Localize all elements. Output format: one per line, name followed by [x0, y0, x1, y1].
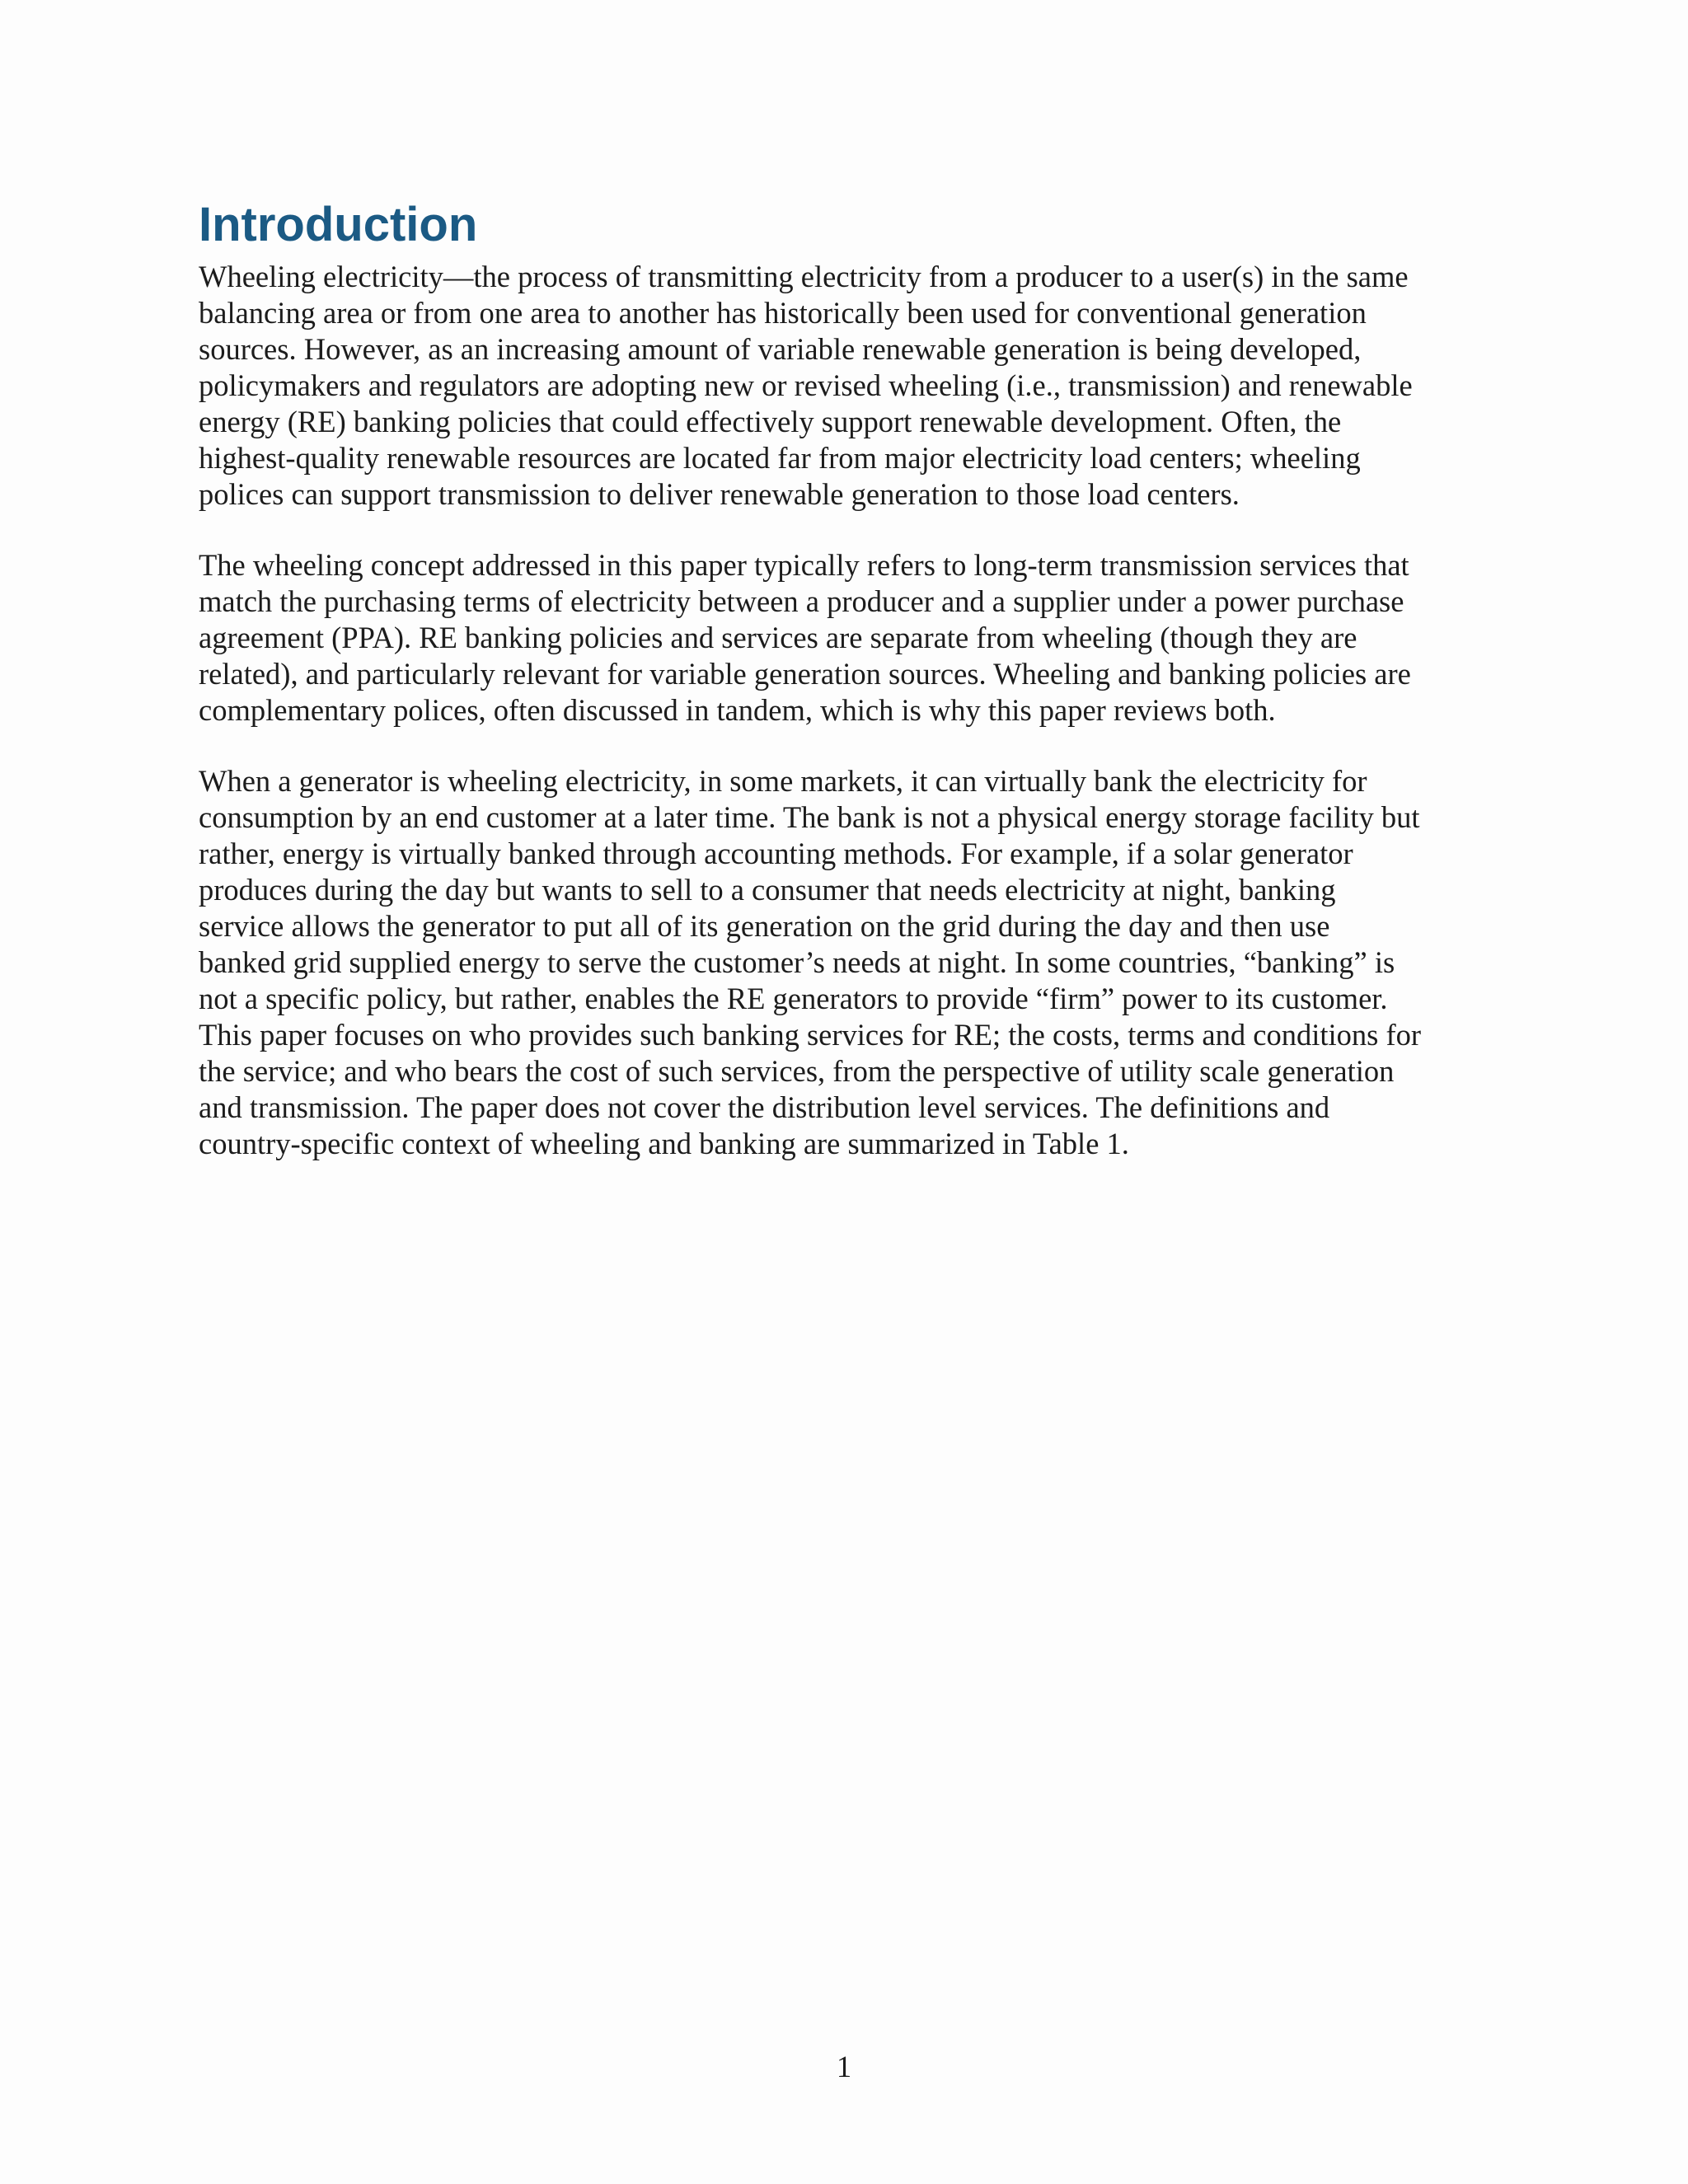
text-line: and transmission. The paper does not cover the distribution level services. The definitions and	[199, 1090, 1330, 1124]
text-line: match the purchasing terms of electricity between a producer and a supplier under a power purchase	[199, 583, 1404, 618]
text-line: country-specific context of wheeling and banking are summarized in Table 1.	[199, 1126, 1129, 1160]
page-content	[199, 196, 1501, 1197]
text-line: polices can support transmission to deliver renewable generation to those load centers.	[199, 476, 1240, 511]
text-line: agreement (PPA). RE banking policies and services are separate from wheeling (though they are	[199, 620, 1357, 654]
text-line: When a generator is wheeling electricity, in some markets, it can virtually bank the electricity for	[199, 763, 1367, 798]
text-line: banked grid supplied energy to serve the customer’s needs at night. In some countries, “banking” is	[199, 944, 1395, 979]
section-heading: Introduction	[199, 198, 478, 251]
page-number: 1	[836, 2050, 852, 2083]
paragraph-1	[199, 259, 1501, 513]
text-line: highest-quality renewable resources are located far from major electricity load centers; wheeling	[199, 440, 1361, 475]
paragraph-3	[199, 763, 1501, 1162]
text-line: service allows the generator to put all of its generation on the grid during the day and then use	[199, 908, 1330, 943]
text-line: consumption by an end customer at a later time. The bank is not a physical energy storage facility but	[199, 799, 1420, 834]
text-line: Wheeling electricity—the process of transmitting electricity from a producer to a user(s) in the same	[199, 259, 1409, 293]
paragraph-2	[199, 547, 1501, 729]
text-line: policymakers and regulators are adopting new or revised wheeling (i.e., transmission) and renewable	[199, 368, 1413, 402]
text-line: produces during the day but wants to sell to a consumer that needs electricity at night, banking	[199, 872, 1336, 907]
text-line: The wheeling concept addressed in this paper typically refers to long-term transmission services that	[199, 547, 1409, 582]
text-line: sources. However, as an increasing amount of variable renewable generation is being developed,	[199, 331, 1362, 366]
text-line: balancing area or from one area to another has historically been used for conventional generation	[199, 295, 1367, 330]
text-line: complementary polices, often discussed in tandem, which is why this paper reviews both.	[199, 692, 1276, 727]
text-line: rather, energy is virtually banked through accounting methods. For example, if a solar generator	[199, 836, 1353, 870]
text-line: not a specific policy, but rather, enables the RE generators to provide “firm” power to its customer.	[199, 981, 1388, 1015]
text-line: This paper focuses on who provides such banking services for RE; the costs, terms and conditions for	[199, 1017, 1422, 1052]
text-line: the service; and who bears the cost of such services, from the perspective of utility scale generation	[199, 1053, 1395, 1088]
text-line: energy (RE) banking policies that could effectively support renewable development. Often, the	[199, 404, 1342, 438]
text-line: related), and particularly relevant for variable generation sources. Wheeling and banking policies are	[199, 656, 1411, 691]
